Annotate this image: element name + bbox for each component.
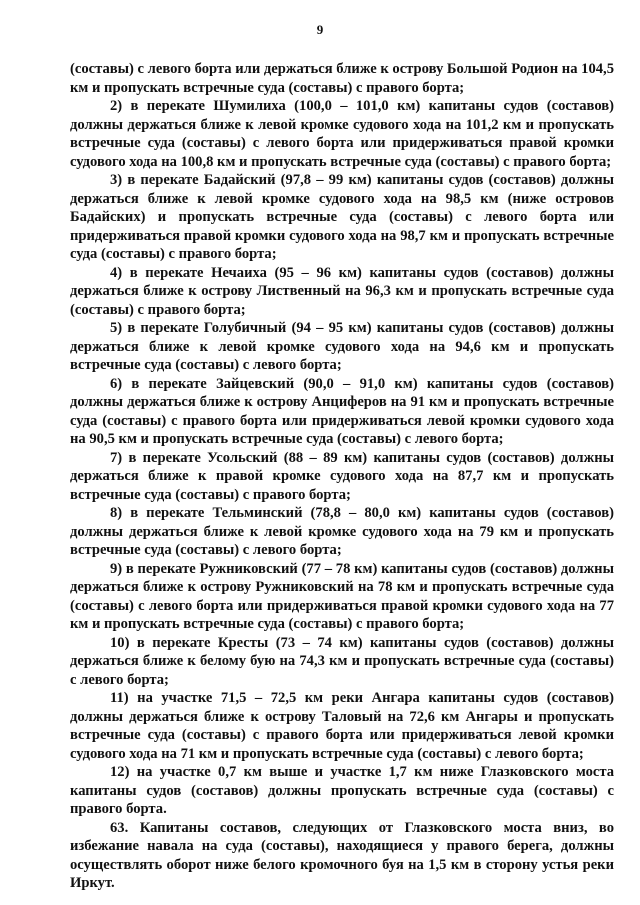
list-item-11: 11) на участке 71,5 – 72,5 км реки Ангара капитаны судов (составов) должны держаться ближе к острову Таловый на 72,6 км Ангары и пропускать встречные суда (составы) с правого борта или придерживаться левой кромки судового хода на 71 км и пропускать встречные суда (составы) с левого борта; — [70, 690, 614, 762]
list-item-2: 2) в перекате Шумилиха (100,0 – 101,0 км) капитаны судов (составов) должны держаться ближе к левой кромке судового хода на 101,2 км и пропускать встречные суда (составы) с левого борта или придерживаться правой кромки судового хода на 100,8 км и пропускать встречные суда (составы) с правого борта; — [70, 98, 614, 170]
list-item-4: 4) в перекате Нечаиха (95 – 96 км) капитаны судов (составов) должны держаться ближе к острову Лиственный на 96,3 км и пропускать встречные суда (составы) с правого борта; — [70, 264, 614, 318]
list-item-5: 5) в перекате Голубичный (94 – 95 км) капитаны судов (составов) должны держаться ближе к левой кромке судового хода на 94,6 км и пропускать встречные суда (составы) с левого борта; — [70, 320, 614, 373]
list-item-3: 3) в перекате Бадайский (97,8 – 99 км) капитаны судов (составов) должны держаться ближе к левой кромке судового хода на 98,5 км (ниже островов Бадайских) и пропускать встречные суда (составы) с левого борта или придерживаться правой кромки судового хода на 98,7 км и пропускать встречные суда (составы) с правого борта; — [70, 172, 614, 262]
page-number: 9 — [316, 22, 324, 37]
list-item-6: 6) в перекате Зайцевский (90,0 – 91,0 км) капитаны судов (составов) должны держаться ближе к острову Анциферов на 91 км и пропускать встречные суда (составы) с правого борта или придерживаться левой кромки судового хода на 90,5 км и пропускать встречные суда (составы) с левого борта; — [70, 375, 614, 447]
list-item-9: 9) в перекате Ружниковский (77 – 78 км) капитаны судов (составов) должны держаться ближе к острову Ружниковский на 78 км и пропускать встречные суда (составы) с левого борта или придерживаться правой кромки судового хода на 77 км и пропускать встречные суда (составы) с правого борта; — [70, 560, 614, 632]
list-item-8: 8) в перекате Тельминский (78,8 – 80,0 км) капитаны судов (составов) должны держаться ближе к левой кромке судового хода на 79 км и пропускать встречные суда (составы) с левого борта; — [70, 505, 614, 558]
list-item-12: 12) на участке 0,7 км выше и участке 1,7 км ниже Глазковского моста капитаны судов (составов) должны пропускать встречные суда (составы) с правого борта. — [70, 764, 614, 817]
paragraph-continuation: (составы) с левого борта или держаться ближе к острову Большой Родион на 104,5 км и пропускать встречные суда (составы) с правого борта; — [70, 61, 614, 96]
document-body — [70, 60, 614, 893]
list-item-10: 10) в перекате Кресты (73 – 74 км) капитаны судов (составов) должны держаться ближе к белому бую на 74,3 км и пропускать встречные суда (составы) с левого борта; — [70, 634, 614, 688]
clause-63: 63. Капитаны составов, следующих от Глазковского моста вниз, во избежание навала на суда (составы), находящиеся у правого берега, должны осуществлять оборот ниже белого кромочного буя на 1,5 км в сторону устья реки Иркут. — [70, 819, 614, 891]
list-item-7: 7) в перекате Усольский (88 – 89 км) капитаны судов (составов) должны держаться ближе к правой кромке судового хода на 87,7 км и пропускать встречные суда (составы) с правого борта; — [70, 449, 614, 503]
